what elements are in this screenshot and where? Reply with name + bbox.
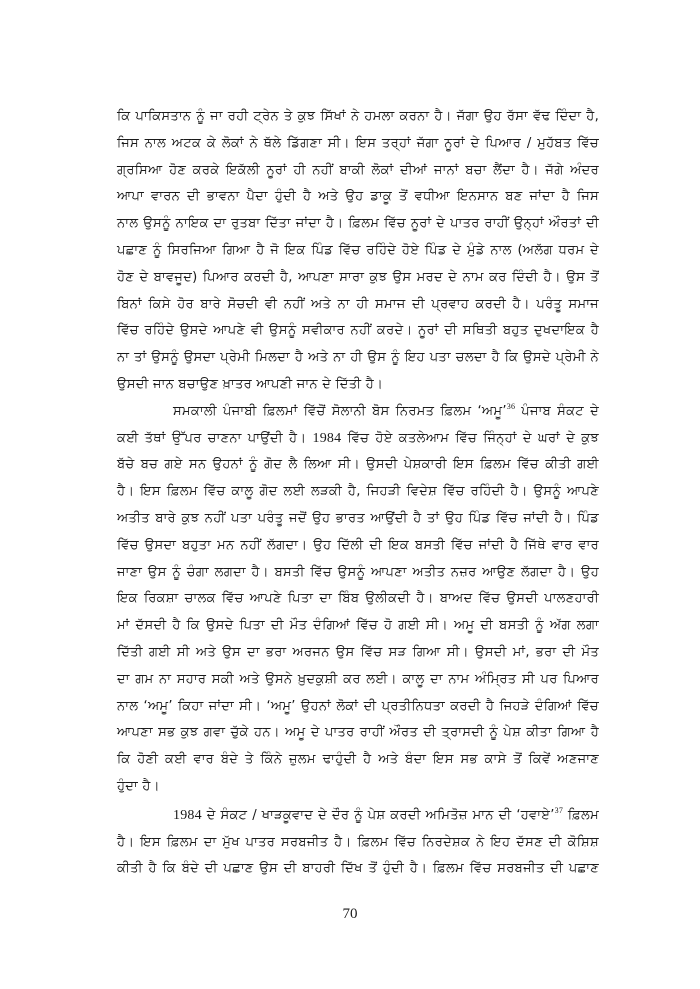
text-line: ਨਾ ਤਾਂ ਉਸਨੂੰ ਉਸਦਾ ਪ੍ਰੇਮੀ ਮਿਲਦਾ ਹੈ ਅਤੇ ਨਾ ਹੀ ਉਸ ਨੂੰ ਇਹ ਪਤਾ ਚਲਦਾ ਹੈ ਕਿ ਉਸਦੇ ਪ੍ਰੇਮੀ ਨੇ: [117, 350, 599, 365]
footnote-ref: 36: [506, 402, 516, 411]
text-line: ਕਿ ਪਾਕਿਸਤਾਨ ਨੂੰ ਜਾ ਰਹੀ ਟ੍ਰੇਨ ਤੇ ਕੁਝ ਸਿੱਖਾਂ ਨੇ ਹਮਲਾ ਕਰਨਾ ਹੈ। ਜੱਗਾ ਉਹ ਰੱਸਾ ਵੱਢ ਦਿੰਦਾ ਹੈ,: [117, 109, 599, 124]
text-line: [117, 427, 599, 451]
page-number: 70: [342, 906, 358, 922]
text-span: ਦੇ ਸੰਕਟ / ਖਾੜਕੂਵਾਦ ਦੇ ਦੌਰ ਨੂੰ ਪੇਸ਼ ਕਰਦੀ ਅਮਿਤੋਜ਼ ਮਾਨ ਦੀ ‘ਹਵਾਏ’: [201, 808, 555, 823]
text-line: ਦਿੱਤੀ ਗਈ ਸੀ ਅਤੇ ਉਸ ਦਾ ਭਰਾ ਅਰਜਨ ਉਸ ਵਿੱਚ ਸੜ ਗਿਆ ਸੀ। ਉਸਦੀ ਮਾਂ, ਭਰਾ ਦੀ ਮੌਤ: [117, 645, 599, 660]
text-line: ਕੀਤੀ ਹੈ ਕਿ ਬੰਦੇ ਦੀ ਪਛਾਣ ਉਸ ਦੀ ਬਾਹਰੀ ਦਿੱਖ ਤੋਂ ਹੁੰਦੀ ਹੈ। ਫ਼ਿਲਮ ਵਿੱਚ ਸਰਬਜੀਤ ਦੀ ਪਛਾਣ: [117, 861, 599, 876]
year-number: 1984: [173, 808, 202, 823]
text-line: [173, 400, 599, 424]
text-line: [173, 804, 599, 828]
text-line: ਨਾਲ ਉਸਨੂੰ ਨਾਇਕ ਦਾ ਰੁਤਬਾ ਦਿੱਤਾ ਜਾਂਦਾ ਹੈ। ਫ਼ਿਲਮ ਵਿੱਚ ਨੂਰਾਂ ਦੇ ਪਾਤਰ ਰਾਹੀਂ ਉਨ੍ਹਾਂ ਔਰਤਾਂ ਦੀ: [117, 216, 599, 231]
text-line: ਹੈ। ਇਸ ਫ਼ਿਲਮ ਵਿੱਚ ਕਾਲੂ ਗੋਦ ਲਈ ਲੜਕੀ ਹੈ, ਜਿਹੜੀ ਵਿਦੇਸ਼ ਵਿੱਚ ਰਹਿੰਦੀ ਹੈ। ਉਸਨੂੰ ਆਪਣੇ: [117, 484, 599, 499]
text-line: ਜਿਸ ਨਾਲ ਅਟਕ ਕੇ ਲੋਕਾਂ ਨੇ ਥੱਲੇ ਡਿੱਗਣਾ ਸੀ। ਇਸ ਤਰ੍ਹਾਂ ਜੱਗਾ ਨੂਰਾਂ ਦੇ ਪਿਆਰ / ਮੁਹੱਬਤ ਵਿੱਚ: [117, 136, 599, 151]
text-line: ਨਾਲ ‘ਅਮੂ’ ਕਿਹਾ ਜਾਂਦਾ ਸੀ। ‘ਅਮੂ’ ਉਹਨਾਂ ਲੋਕਾਂ ਦੀ ਪ੍ਰਤੀਨਿਧਤਾ ਕਰਦੀ ਹੈ ਜਿਹੜੇ ਦੰਗਿਆਂ ਵਿੱਚ: [117, 699, 599, 714]
footnote-ref: 37: [554, 806, 564, 815]
text-line: ਵਿੱਚ ਰਹਿੰਦੇ ਉਸਦੇ ਆਪਣੇ ਵੀ ਉਸਨੂੰ ਸਵੀਕਾਰ ਨਹੀਂ ਕਰਦੇ। ਨੂਰਾਂ ਦੀ ਸਥਿਤੀ ਬਹੁਤ ਦੁਖਦਾਇਕ ਹੈ: [117, 323, 599, 338]
text-line: ਬੱਚੇ ਬਚ ਗਏ ਸਨ ਉਹਨਾਂ ਨੂੰ ਗੋਦ ਲੈ ਲਿਆ ਸੀ। ਉਸਦੀ ਪੇਸ਼ਕਾਰੀ ਇਸ ਫ਼ਿਲਮ ਵਿੱਚ ਕੀਤੀ ਗਈ: [117, 457, 599, 472]
text-line: ਪਛਾਣ ਨੂੰ ਸਿਰਜਿਆ ਗਿਆ ਹੈ ਜੋ ਇਕ ਪਿੰਡ ਵਿੱਚ ਰਹਿੰਦੇ ਹੋਏ ਪਿੰਡ ਦੇ ਮੁੰਡੇ ਨਾਲ (ਅਲੱਗ ਧਰਮ ਦੇ: [117, 243, 599, 258]
text-line: ਜਾਣਾ ਉਸ ਨੂੰ ਚੰਗਾ ਲਗਦਾ ਹੈ। ਬਸਤੀ ਵਿੱਚ ਉਸਨੂੰ ਆਪਣਾ ਅਤੀਤ ਨਜ਼ਰ ਆਉਣ ਲੱਗਦਾ ਹੈ। ਉਹ: [117, 565, 599, 580]
text-line: ਉਸਦੀ ਜਾਨ ਬਚਾਉਣ ਖ਼ਾਤਰ ਆਪਣੀ ਜਾਨ ਦੇ ਦਿੱਤੀ ਹੈ।: [117, 377, 384, 392]
text-line: ਆਪਾ ਵਾਰਨ ਦੀ ਭਾਵਨਾ ਪੈਦਾ ਹੁੰਦੀ ਹੈ ਅਤੇ ਉਹ ਡਾਕੂ ਤੋਂ ਵਧੀਆ ਇਨਸਾਨ ਬਣ ਜਾਂਦਾ ਹੈ ਜਿਸ: [117, 189, 599, 204]
text-span: ਵਿੱਚ ਹੋਏ ਕਤਲੇਆਮ ਵਿੱਚ ਜਿੰਨ੍ਹਾਂ ਦੇ ਘਰਾਂ ਦੇ ਕੁਝ: [347, 431, 599, 446]
text-line: ਬਿਨਾਂ ਕਿਸੇ ਹੋਰ ਬਾਰੇ ਸੋਚਦੀ ਵੀ ਨਹੀਂ ਅਤੇ ਨਾ ਹੀ ਸਮਾਜ ਦੀ ਪ੍ਰਵਾਹ ਕਰਦੀ ਹੈ। ਪਰੰਤੂ ਸਮਾਜ: [117, 297, 599, 312]
text-span: ਫ਼ਿਲਮ: [563, 808, 599, 823]
text-line: ਦਾ ਗਮ ਨਾ ਸਹਾਰ ਸਕੀ ਅਤੇ ਉਸਨੇ ਖ਼ੁਦਕੁਸ਼ੀ ਕਰ ਲਈ। ਕਾਲੂ ਦਾ ਨਾਮ ਅੰਮ੍ਰਿਤ ਸੀ ਪਰ ਪਿਆਰ: [117, 672, 599, 687]
text-span: ਸਮਕਾਲੀ ਪੰਜਾਬੀ ਫ਼ਿਲਮਾਂ ਵਿੱਚੋਂ ਸੋਲਾਨੀ ਬੋਸ ਨਿਰਮਤ ਫ਼ਿਲਮ ‘ਅਮੂ’: [173, 404, 507, 419]
text-line: ਇਕ ਰਿਕਸ਼ਾ ਚਾਲਕ ਵਿੱਚ ਆਪਣੇ ਪਿਤਾ ਦਾ ਬਿੰਬ ਉਲੀਕਦੀ ਹੈ। ਬਾਅਦ ਵਿੱਚ ਉਸਦੀ ਪਾਲਣਹਾਰੀ: [117, 591, 599, 606]
text-line: ਹੋਣ ਦੇ ਬਾਵਜੂਦ) ਪਿਆਰ ਕਰਦੀ ਹੈ, ਆਪਣਾ ਸਾਰਾ ਕੁਝ ਉਸ ਮਰਦ ਦੇ ਨਾਮ ਕਰ ਦਿੰਦੀ ਹੈ। ਉਸ ਤੋਂ: [117, 270, 599, 285]
text-line: ਕਿ ਹੋਣੀ ਕਈ ਵਾਰ ਬੰਦੇ ਤੇ ਕਿੰਨੇ ਜ਼ੁਲਮ ਢਾਹੁੰਦੀ ਹੈ ਅਤੇ ਬੰਦਾ ਇਸ ਸਭ ਕਾਸੇ ਤੋਂ ਕਿਵੇਂ ਅਣਜਾਣ: [117, 752, 599, 767]
text-line: ਹੈ। ਇਸ ਫ਼ਿਲਮ ਦਾ ਮੁੱਖ ਪਾਤਰ ਸਰਬਜੀਤ ਹੈ। ਫ਼ਿਲਮ ਵਿੱਚ ਨਿਰਦੇਸ਼ਕ ਨੇ ਇਹ ਦੱਸਣ ਦੀ ਕੋਸ਼ਿਸ਼: [117, 835, 599, 850]
text-line: ਆਪਣਾ ਸਭ ਕੁਝ ਗਵਾ ਚੁੱਕੇ ਹਨ। ਅਮੂ ਦੇ ਪਾਤਰ ਰਾਹੀਂ ਔਰਤ ਦੀ ਤ੍ਰਾਸਦੀ ਨੂੰ ਪੇਸ਼ ਕੀਤਾ ਗਿਆ ਹੈ: [117, 725, 599, 740]
text-span: ਕਈ ਤੱਥਾਂ ਉੱਪਰ ਚਾਣਨਾ ਪਾਉਂਦੀ ਹੈ।: [117, 431, 307, 446]
text-span: ਪੰਜਾਬ ਸੰਕਟ ਦੇ: [515, 404, 599, 419]
text-line: ਅਤੀਤ ਬਾਰੇ ਕੁਝ ਨਹੀਂ ਪਤਾ ਪਰੰਤੂ ਜਦੋਂ ਉਹ ਭਾਰਤ ਆਉਂਦੀ ਹੈ ਤਾਂ ਉਹ ਪਿੰਡ ਵਿੱਚ ਜਾਂਦੀ ਹੈ। ਪਿੰਡ: [117, 511, 599, 526]
text-line: ਗ੍ਰਸਿਆ ਹੋਣ ਕਰਕੇ ਇਕੱਲੀ ਨੂਰਾਂ ਹੀ ਨਹੀਂ ਬਾਕੀ ਲੋਕਾਂ ਦੀਆਂ ਜਾਨਾਂ ਬਚਾ ਲੈਂਦਾ ਹੈ। ਜੱਗੇ ਅੰਦਰ: [117, 163, 599, 178]
text-line: ਮਾਂ ਦੱਸਦੀ ਹੈ ਕਿ ਉਸਦੇ ਪਿਤਾ ਦੀ ਮੌਤ ਦੰਗਿਆਂ ਵਿੱਚ ਹੋ ਗਈ ਸੀ। ਅਮੂ ਦੀ ਬਸਤੀ ਨੂੰ ਅੱਗ ਲਗਾ: [117, 618, 599, 633]
text-line: ਹੁੰਦਾ ਹੈ।: [117, 779, 160, 794]
year-number: 1984: [312, 431, 342, 446]
text-line: ਵਿੱਚ ਉਸਦਾ ਬਹੁਤਾ ਮਨ ਨਹੀਂ ਲੱਗਦਾ। ਉਹ ਦਿੱਲੀ ਦੀ ਇਕ ਬਸਤੀ ਵਿੱਚ ਜਾਂਦੀ ਹੈ ਜਿੱਥੇ ਵਾਰ ਵਾਰ: [117, 538, 599, 553]
